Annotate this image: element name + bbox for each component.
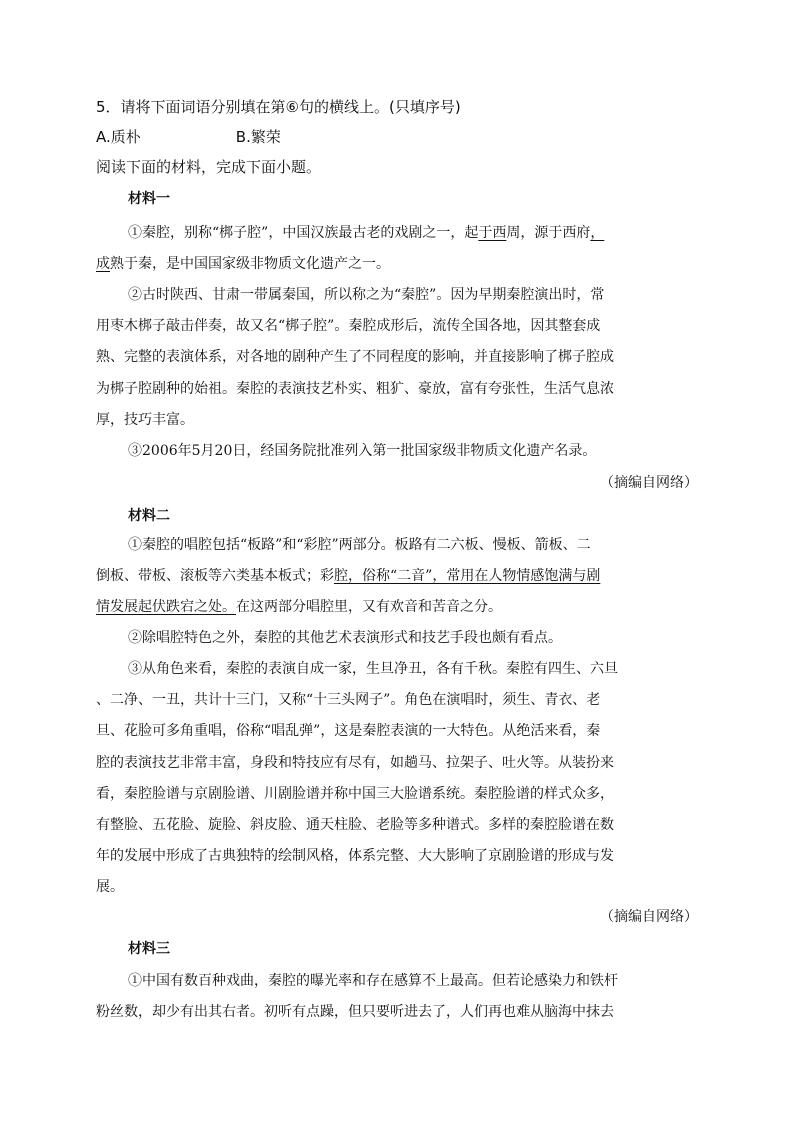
material-2-paragraph-2: ②除唱腔特色之外，秦腔的其他艺术表演形式和技艺手段也颇有看点。	[128, 630, 562, 646]
answer-options	[96, 126, 281, 147]
paragraph-line: ②古时陕西、甘肃一带属秦国，所以称之为“秦腔”。因为早期秦腔演出时，常	[128, 287, 605, 303]
material-1-paragraph-1	[96, 218, 698, 280]
material-3-heading: 材料三	[128, 941, 170, 957]
paragraph-line: 年的发展中形成了古典独特的绘制风格，体系完整、大大影响了京剧脸谱的形成与发	[96, 848, 614, 865]
paragraph-line: 用枣木梆子敲击伴奏，故又名“梆子腔”。秦腔成形后，流传全国各地，因其整套成	[96, 318, 601, 335]
paragraph-line: 粉丝数，却少有出其右者。初听有点躁，但只要听进去了，人们再也难从脑海中抹去	[96, 1004, 614, 1021]
material-2-heading: 材料二	[128, 508, 170, 524]
paragraph-line: 为梆子腔剧种的始祖。秦腔的表演技艺朴实、粗犷、豪放，富有夸张性，生活气息浓	[96, 380, 614, 397]
paragraph-line: 看，秦腔脸谱与京剧脸谱、川剧脸谱并称中国三大脸谱系统。秦腔脸谱的样式众多，	[96, 785, 614, 802]
paragraph-line: ①秦腔，别称“梆子腔”，中国汉族最古老的戏剧之一，起于西周，源于西府，	[128, 225, 605, 241]
material-3-paragraph-1	[96, 966, 698, 1028]
option-b: B.繁荣	[235, 128, 281, 146]
paragraph-line: 展。	[96, 879, 124, 896]
paragraph-line: 厚，技巧丰富。	[96, 411, 194, 428]
material-2-source: （摘编自网络）	[600, 909, 698, 925]
paragraph-line: ③从角色来看，秦腔的表演自成一家，生旦净丑，各有千秋。秦腔有四生、六旦	[128, 661, 618, 677]
paragraph-line: 情发展起伏跌宕之处。在这两部分唱腔里，又有欢音和苦音之分。	[96, 599, 502, 616]
material-1-paragraph-2	[96, 280, 698, 436]
reading-instruction: 阅读下面的材料，完成下面小题。	[96, 158, 322, 176]
paragraph-line: 熟、完整的表演体系，对各地的剧种产生了不同程度的影响，并直接影响了梆子腔成	[96, 349, 614, 366]
material-1-heading: 材料一	[128, 191, 170, 207]
material-2-paragraph-1	[96, 530, 698, 624]
paragraph-line: 、二净、一丑，共计十三门，又称“十三头网子”。角色在演唱时，须生、青衣、老	[96, 692, 601, 709]
paragraph-line: 腔的表演技艺非常丰富，身段和特技应有尽有，如趟马、拉架子、吐火等。从装扮来	[96, 754, 614, 771]
paragraph-line: 有整脸、五花脸、旋脸、斜皮脸、通天柱脸、老脸等多种谱式。多样的秦腔脸谱在数	[96, 817, 614, 834]
paragraph-line: ①中国有数百种戏曲，秦腔的曝光率和存在感算不上最高。但若论感染力和铁杆	[128, 973, 618, 989]
question-5: 5．请将下面词语分别填在第⑥句的横线上。(只填序号)	[96, 98, 461, 116]
material-1-paragraph-3: ③2006年5月20日，经国务院批准列入第一批国家级非物质文化遗产名录。	[128, 443, 597, 459]
paragraph-line: ①秦腔的唱腔包括“板路”和“彩腔”两部分。板路有二六板、慢板、箭板、二	[128, 537, 591, 553]
material-1-source: （摘编自网络）	[600, 475, 698, 491]
paragraph-line: 成熟于秦，是中国国家级非物质文化遗产之一。	[96, 256, 390, 273]
material-2-paragraph-3	[96, 654, 698, 904]
option-a: A.质朴	[96, 128, 141, 146]
paragraph-line: 旦、花脸可多角重唱，俗称“唱乱弹”，这是秦腔表演的一大特色。从绝活来看，秦	[96, 723, 601, 740]
paragraph-line: 倒板、带板、滚板等六类基本板式；彩腔，俗称“二音”，常用在人物情感饱满与剧	[96, 568, 601, 585]
